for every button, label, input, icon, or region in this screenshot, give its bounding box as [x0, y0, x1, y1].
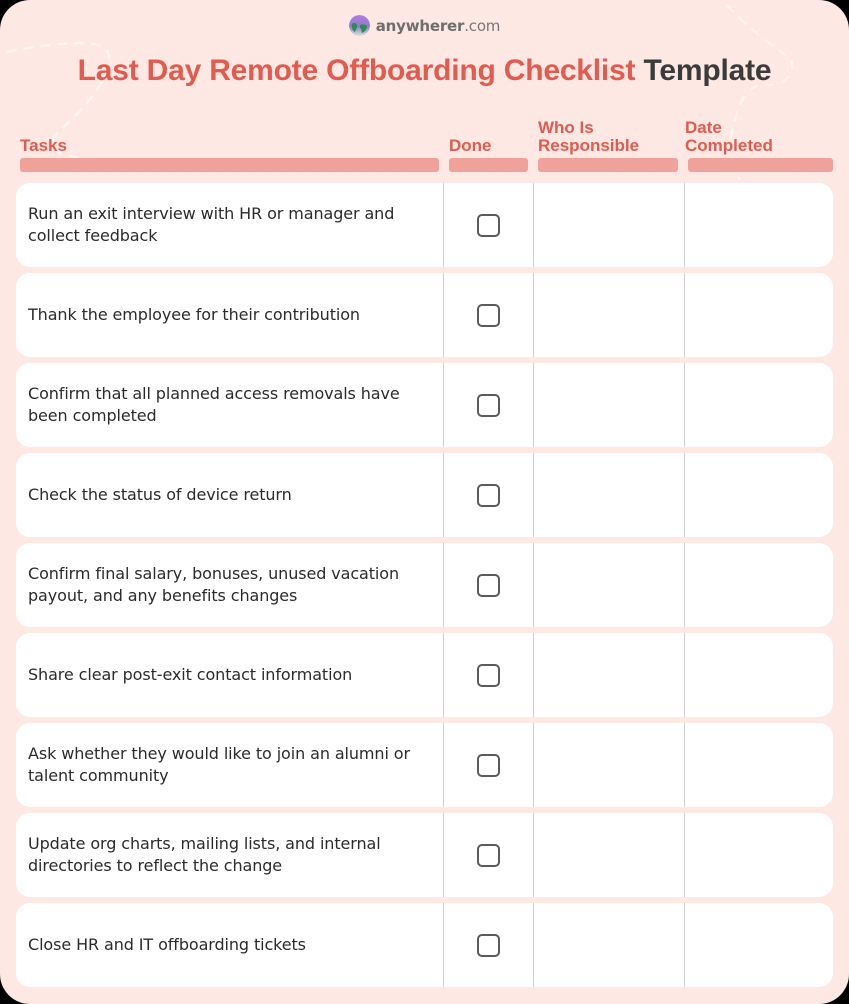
date-completed-cell[interactable]	[685, 363, 833, 447]
column-header-date: Date Completed	[685, 118, 773, 155]
done-cell	[444, 363, 534, 447]
header-bar-who	[538, 158, 678, 172]
task-text: Update org charts, mailing lists, and internal directories to reflect the change	[16, 813, 444, 897]
done-cell	[444, 723, 534, 807]
table-row	[16, 273, 833, 357]
done-checkbox[interactable]	[477, 574, 500, 597]
who-responsible-cell[interactable]	[534, 543, 685, 627]
column-header-done: Done	[449, 136, 492, 155]
table-row	[16, 543, 833, 627]
globe-logo-icon	[349, 15, 370, 36]
task-text: Ask whether they would like to join an alumni or talent community	[16, 723, 444, 807]
task-text: Check the status of device return	[16, 453, 444, 537]
date-completed-cell[interactable]	[685, 183, 833, 267]
column-header-tasks: Tasks	[20, 136, 67, 155]
who-responsible-cell[interactable]	[534, 633, 685, 717]
done-cell	[444, 183, 534, 267]
who-responsible-cell[interactable]	[534, 453, 685, 537]
title-highlight: Last Day Remote Offboarding Checklist	[77, 54, 636, 87]
date-completed-cell[interactable]	[685, 633, 833, 717]
table-row	[16, 633, 833, 717]
checklist-table	[16, 183, 833, 993]
done-cell	[444, 903, 534, 987]
header-bar-done	[449, 158, 528, 172]
title-rest: Template	[643, 54, 772, 87]
column-header-who: Who Is Responsible	[538, 118, 640, 155]
done-checkbox[interactable]	[477, 934, 500, 957]
who-responsible-cell[interactable]	[534, 813, 685, 897]
task-text: Confirm final salary, bonuses, unused vacation payout, and any benefits changes	[16, 543, 444, 627]
done-cell	[444, 633, 534, 717]
brand-header	[0, 15, 849, 36]
who-responsible-cell[interactable]	[534, 903, 685, 987]
header-bar-date	[688, 158, 833, 172]
done-cell	[444, 453, 534, 537]
date-completed-cell[interactable]	[685, 813, 833, 897]
table-row	[16, 453, 833, 537]
date-completed-cell[interactable]	[685, 543, 833, 627]
table-row	[16, 363, 833, 447]
task-text: Share clear post-exit contact information	[16, 633, 444, 717]
date-completed-cell[interactable]	[685, 903, 833, 987]
task-text: Run an exit interview with HR or manager and collect feedback	[16, 183, 444, 267]
date-completed-cell[interactable]	[685, 453, 833, 537]
header-bar-tasks	[20, 158, 439, 172]
brand-name: anywherer.com	[375, 16, 501, 35]
table-row	[16, 813, 833, 897]
who-responsible-cell[interactable]	[534, 273, 685, 357]
done-cell	[444, 273, 534, 357]
done-checkbox[interactable]	[477, 754, 500, 777]
who-responsible-cell[interactable]	[534, 183, 685, 267]
table-row	[16, 183, 833, 267]
done-checkbox[interactable]	[477, 844, 500, 867]
done-cell	[444, 543, 534, 627]
done-checkbox[interactable]	[477, 484, 500, 507]
date-completed-cell[interactable]	[685, 723, 833, 807]
date-completed-cell[interactable]	[685, 273, 833, 357]
table-row	[16, 723, 833, 807]
done-checkbox[interactable]	[477, 214, 500, 237]
done-cell	[444, 813, 534, 897]
task-text: Thank the employee for their contribution	[16, 273, 444, 357]
done-checkbox[interactable]	[477, 394, 500, 417]
who-responsible-cell[interactable]	[534, 723, 685, 807]
task-text: Close HR and IT offboarding tickets	[16, 903, 444, 987]
page-title	[0, 54, 849, 88]
table-row	[16, 903, 833, 987]
done-checkbox[interactable]	[477, 664, 500, 687]
who-responsible-cell[interactable]	[534, 363, 685, 447]
done-checkbox[interactable]	[477, 304, 500, 327]
task-text: Confirm that all planned access removals have been completed	[16, 363, 444, 447]
